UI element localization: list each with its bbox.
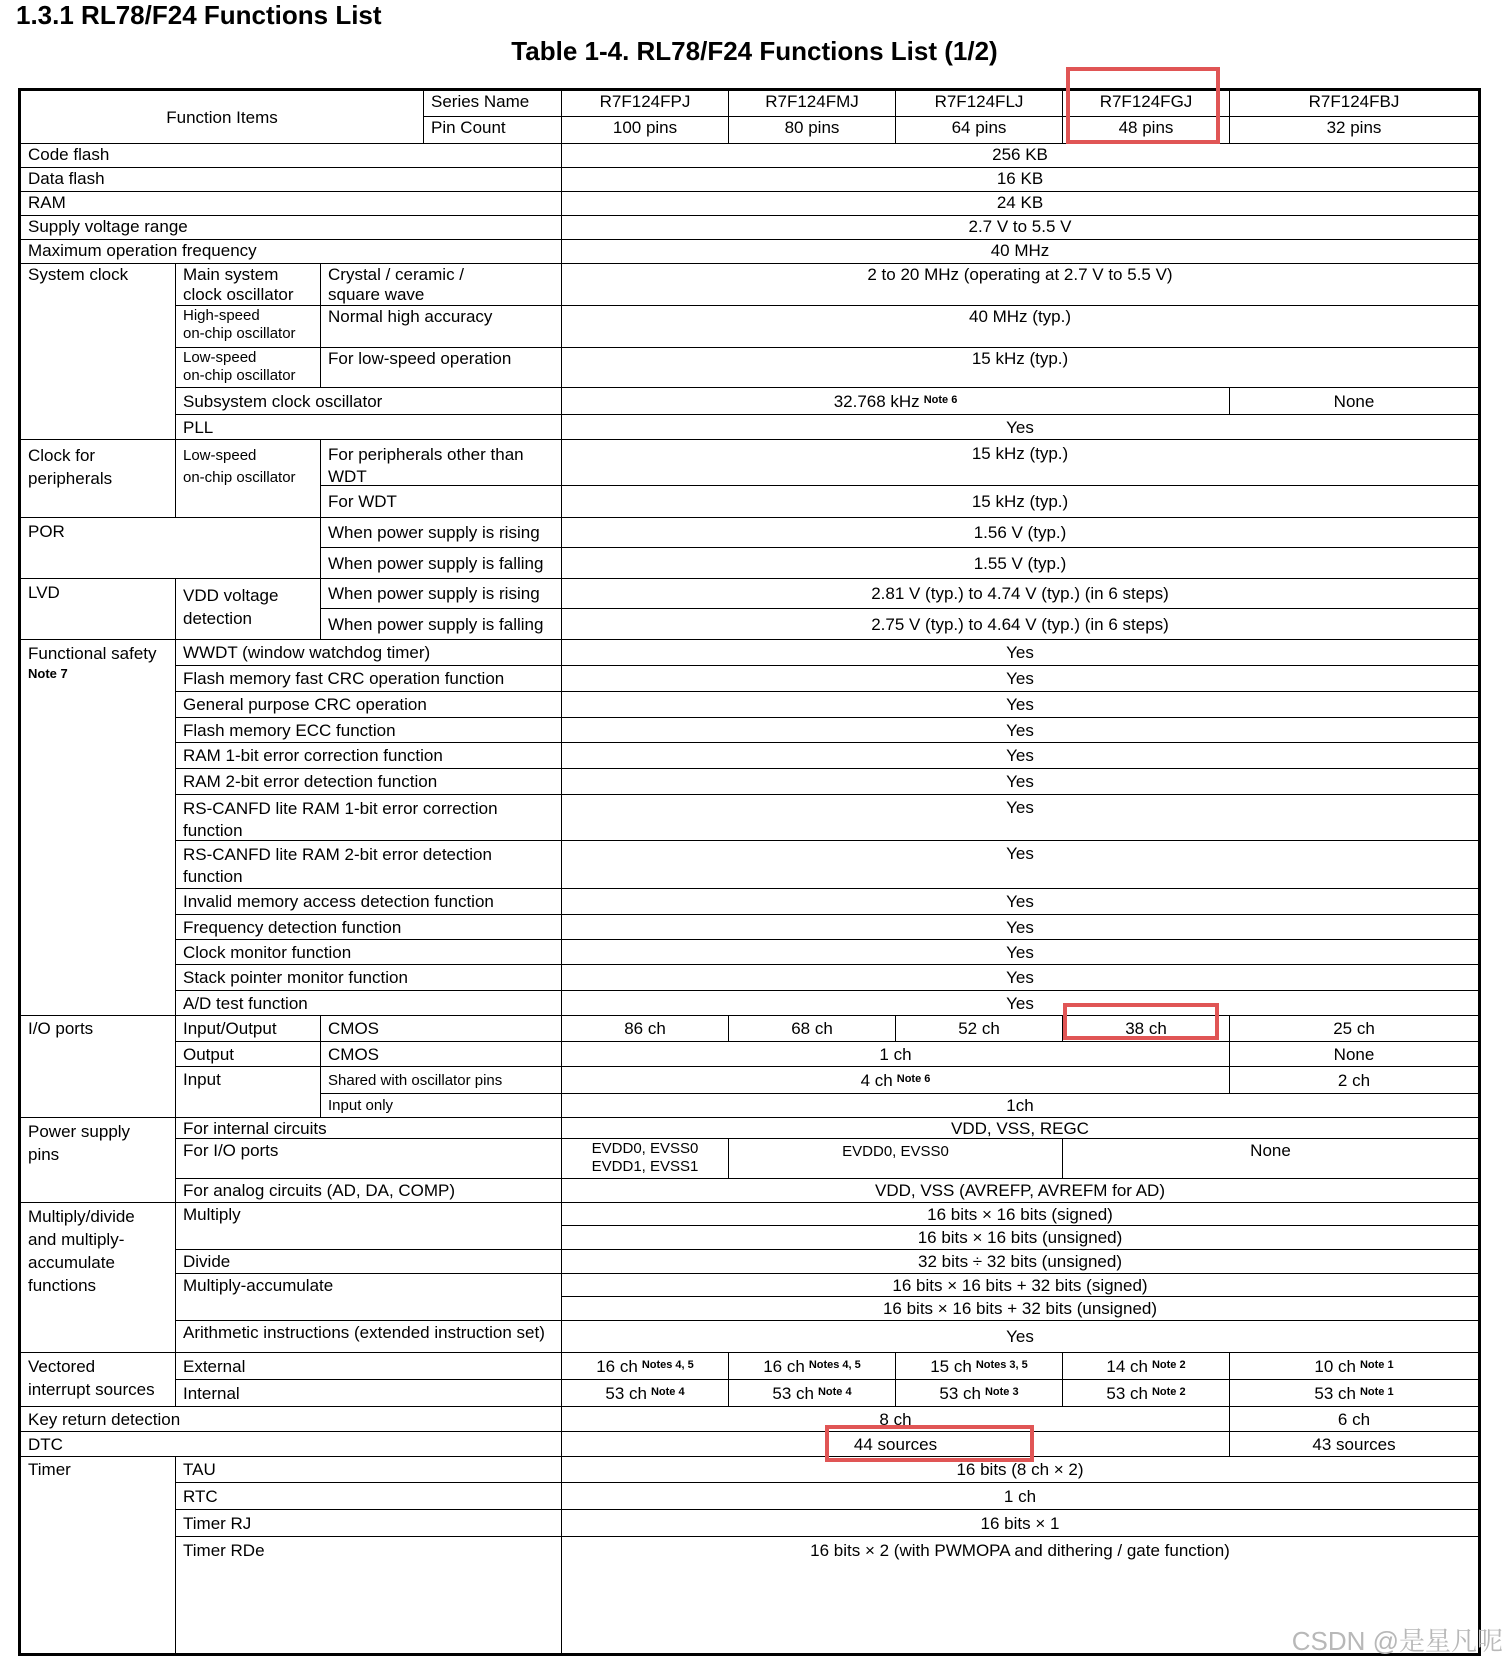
row-value: Yes xyxy=(562,915,1478,940)
row-value: 2.81 V (typ.) to 4.74 V (typ.) (in 6 steps) xyxy=(562,579,1478,609)
row-sublabel: For analog circuits (AD, DA, COMP) xyxy=(176,1179,562,1203)
row-label: RAM xyxy=(21,192,562,216)
row-value: 16 bits × 16 bits + 32 bits (unsigned) xyxy=(562,1297,1478,1321)
row-value: Yes xyxy=(562,841,1478,889)
row-label: Maximum operation frequency xyxy=(21,240,562,264)
row-sublabel: CMOS xyxy=(321,1042,562,1067)
highlight-box xyxy=(1066,67,1220,144)
row-value: 1.55 V (typ.) xyxy=(562,548,1478,579)
header-pin-count-value: 32 pins xyxy=(1230,117,1478,144)
row-sublabel: When power supply is rising xyxy=(321,518,562,548)
row-value: 40 MHz (typ.) xyxy=(562,306,1478,348)
row-value: 15 kHz (typ.) xyxy=(562,440,1478,486)
row-value: 44 sources xyxy=(562,1432,1230,1457)
group-label-por: POR xyxy=(21,518,321,579)
row-sublabel: Divide xyxy=(176,1250,562,1274)
group-label-timer: Timer xyxy=(21,1457,176,1653)
group-label-multiply-divide: Multiply/divide and multiply- accumulate functions xyxy=(21,1203,176,1353)
row-sublabel: WWDT (window watchdog timer) xyxy=(176,640,562,666)
row-value: EVDD0, EVSS0 EVDD1, EVSS1 xyxy=(562,1139,729,1179)
row-sublabel: Crystal / ceramic / square wave xyxy=(321,264,562,306)
row-value: 6 ch xyxy=(1230,1407,1478,1432)
row-label: DTC xyxy=(21,1432,562,1457)
functions-table xyxy=(18,88,1481,1656)
row-sublabel: Internal xyxy=(176,1380,562,1407)
row-sublabel: RS-CANFD lite RAM 2-bit error detection function xyxy=(176,841,562,889)
highlight-box xyxy=(825,1425,1034,1462)
header-product-name: R7F124FBJ xyxy=(1230,91,1478,117)
row-value: 2 to 20 MHz (operating at 2.7 V to 5.5 V) xyxy=(562,264,1478,306)
row-sublabel: Invalid memory access detection function xyxy=(176,889,562,915)
row-value: 16 bits × 1 xyxy=(562,1510,1478,1537)
row-sublabel: Frequency detection function xyxy=(176,915,562,940)
row-value: 53 ch Note 4 xyxy=(729,1380,896,1407)
row-value: Yes xyxy=(562,666,1478,692)
row-sublabel: RAM 1-bit error correction function xyxy=(176,743,562,769)
row-value: 256 KB xyxy=(562,144,1478,168)
row-value: 53 ch Note 3 xyxy=(896,1380,1063,1407)
row-sublabel: Clock monitor function xyxy=(176,940,562,965)
row-label: Data flash xyxy=(21,168,562,192)
row-sublabel: General purpose CRC operation xyxy=(176,692,562,718)
row-value: 14 ch Note 2 xyxy=(1063,1353,1230,1380)
row-value: Yes xyxy=(562,743,1478,769)
row-sublabel: For I/O ports xyxy=(176,1139,562,1179)
row-value: Yes xyxy=(562,940,1478,965)
row-sublabel: Low-speed on-chip oscillator xyxy=(176,440,321,518)
row-sublabel: Input/Output xyxy=(176,1016,321,1042)
row-sublabel: When power supply is falling xyxy=(321,609,562,640)
row-value: 2.75 V (typ.) to 4.64 V (typ.) (in 6 steps) xyxy=(562,609,1478,640)
row-value: 1.56 V (typ.) xyxy=(562,518,1478,548)
row-value: Yes xyxy=(562,718,1478,743)
row-value: Yes xyxy=(562,889,1478,915)
row-value: None xyxy=(1063,1139,1478,1179)
row-sublabel: Stack pointer monitor function xyxy=(176,965,562,991)
section-heading: 1.3.1 RL78/F24 Functions List xyxy=(16,0,382,30)
row-value: 16 bits × 16 bits (unsigned) xyxy=(562,1226,1478,1250)
row-value: 4 ch Note 6 xyxy=(562,1067,1230,1094)
group-label-functional-safety: Functional safety Note 7 xyxy=(21,640,176,1016)
row-value: 43 sources xyxy=(1230,1432,1478,1457)
row-label: Code flash xyxy=(21,144,562,168)
row-value: 52 ch xyxy=(896,1016,1063,1042)
row-value: 53 ch Note 2 xyxy=(1063,1380,1230,1407)
header-product-name: R7F124FMJ xyxy=(729,91,896,117)
row-value: Yes xyxy=(562,795,1478,841)
row-value: None xyxy=(1230,388,1478,415)
row-value: 16 KB xyxy=(562,168,1478,192)
row-sublabel: Input only xyxy=(321,1094,562,1118)
row-value: VDD, VSS, REGC xyxy=(562,1118,1478,1139)
row-value: 24 KB xyxy=(562,192,1478,216)
row-sublabel: PLL xyxy=(176,415,562,440)
header-pin-count: Pin Count xyxy=(424,117,562,144)
row-sublabel: Flash memory ECC function xyxy=(176,718,562,743)
row-sublabel: Low-speed on-chip oscillator xyxy=(176,348,321,388)
row-sublabel: High-speed on-chip oscillator xyxy=(176,306,321,348)
row-value: VDD, VSS (AVREFP, AVREFM for AD) xyxy=(562,1179,1478,1203)
row-value: 1 ch xyxy=(562,1483,1478,1510)
row-value: 16 ch Notes 4, 5 xyxy=(729,1353,896,1380)
row-sublabel: External xyxy=(176,1353,562,1380)
row-value: 16 bits (8 ch × 2) xyxy=(562,1457,1478,1483)
row-value: EVDD0, EVSS0 xyxy=(729,1139,1063,1179)
row-label: Supply voltage range xyxy=(21,216,562,240)
row-sublabel: Subsystem clock oscillator xyxy=(176,388,562,415)
group-label-interrupts: Vectored interrupt sources xyxy=(21,1353,176,1407)
header-pin-count-value: 48 pins xyxy=(1063,117,1230,144)
row-sublabel: Timer RDe xyxy=(176,1537,562,1653)
row-value: 16 bits × 16 bits (signed) xyxy=(562,1203,1478,1226)
row-sublabel: Arithmetic instructions (extended instruction set) xyxy=(176,1321,562,1353)
row-sublabel: Normal high accuracy xyxy=(321,306,562,348)
row-sublabel: Shared with oscillator pins xyxy=(321,1067,562,1094)
row-sublabel: VDD voltage detection xyxy=(176,579,321,640)
header-series-name: Series Name xyxy=(424,91,562,117)
row-sublabel: For internal circuits xyxy=(176,1118,562,1139)
group-label-power-supply-pins: Power supply pins xyxy=(21,1118,176,1203)
row-value: 15 ch Notes 3, 5 xyxy=(896,1353,1063,1380)
row-sublabel: Timer RJ xyxy=(176,1510,562,1537)
row-value: Yes xyxy=(562,965,1478,991)
row-sublabel: RAM 2-bit error detection function xyxy=(176,769,562,795)
row-value: 16 bits × 16 bits + 32 bits (signed) xyxy=(562,1274,1478,1297)
group-label-system-clock: System clock xyxy=(21,264,176,440)
row-value: 1 ch xyxy=(562,1042,1230,1067)
row-value: Yes xyxy=(562,640,1478,666)
row-sublabel: Multiply-accumulate xyxy=(176,1274,562,1321)
row-value: Yes xyxy=(562,991,1478,1016)
row-sublabel: For WDT xyxy=(321,486,562,518)
row-value: None xyxy=(1230,1042,1478,1067)
row-sublabel: For low-speed operation xyxy=(321,348,562,388)
row-label: Key return detection xyxy=(21,1407,562,1432)
group-label-lvd: LVD xyxy=(21,579,176,640)
row-sublabel: CMOS xyxy=(321,1016,562,1042)
row-value: 53 ch Note 4 xyxy=(562,1380,729,1407)
row-value: Yes xyxy=(562,1321,1478,1353)
row-value: Yes xyxy=(562,415,1478,440)
row-value: 40 MHz xyxy=(562,240,1478,264)
row-sublabel: Multiply xyxy=(176,1203,562,1250)
row-value: 53 ch Note 1 xyxy=(1230,1380,1478,1407)
row-value: 32.768 kHz Note 6 xyxy=(562,388,1230,415)
watermark: CSDN @是星凡呢 xyxy=(1291,1626,1503,1656)
row-sublabel: When power supply is falling xyxy=(321,548,562,579)
header-product-name: R7F124FPJ xyxy=(562,91,729,117)
header-pin-count-value: 64 pins xyxy=(896,117,1063,144)
header-pin-count-value: 80 pins xyxy=(729,117,896,144)
row-value: 16 ch Notes 4, 5 xyxy=(562,1353,729,1380)
row-value: 15 kHz (typ.) xyxy=(562,486,1478,518)
row-value: 32 bits ÷ 32 bits (unsigned) xyxy=(562,1250,1478,1274)
row-value: 86 ch xyxy=(562,1016,729,1042)
row-sublabel: Main system clock oscillator xyxy=(176,264,321,306)
group-label-clock-peripherals: Clock for peripherals xyxy=(21,440,176,518)
row-sublabel: When power supply is rising xyxy=(321,579,562,609)
row-value: 10 ch Note 1 xyxy=(1230,1353,1478,1380)
row-value: 15 kHz (typ.) xyxy=(562,348,1478,388)
row-sublabel: Input xyxy=(176,1067,321,1118)
table-caption: Table 1-4. RL78/F24 Functions List (1/2) xyxy=(511,36,998,66)
row-value: 38 ch xyxy=(1063,1016,1230,1042)
group-label-io-ports: I/O ports xyxy=(21,1016,176,1118)
header-function-items: Function Items xyxy=(21,91,424,144)
row-value: 25 ch xyxy=(1230,1016,1478,1042)
header-product-name: R7F124FLJ xyxy=(896,91,1063,117)
row-value: Yes xyxy=(562,769,1478,795)
row-value: 2 ch xyxy=(1230,1067,1478,1094)
row-sublabel: A/D test function xyxy=(176,991,562,1016)
row-value: 8 ch xyxy=(562,1407,1230,1432)
row-value: Yes xyxy=(562,692,1478,718)
highlight-box xyxy=(1063,1003,1219,1040)
row-value: 1ch xyxy=(562,1094,1478,1118)
row-sublabel: Output xyxy=(176,1042,321,1067)
row-sublabel: Flash memory fast CRC operation function xyxy=(176,666,562,692)
row-sublabel: RTC xyxy=(176,1483,562,1510)
row-sublabel: For peripherals other than WDT xyxy=(321,440,562,486)
row-value: 68 ch xyxy=(729,1016,896,1042)
header-product-name: R7F124FGJ xyxy=(1063,91,1230,117)
header-pin-count-value: 100 pins xyxy=(562,117,729,144)
row-sublabel: RS-CANFD lite RAM 1-bit error correction function xyxy=(176,795,562,841)
row-sublabel: TAU xyxy=(176,1457,562,1483)
row-value: 16 bits × 2 (with PWMOPA and dithering / gate function) xyxy=(810,1541,1230,1560)
row-value: 2.7 V to 5.5 V xyxy=(562,216,1478,240)
